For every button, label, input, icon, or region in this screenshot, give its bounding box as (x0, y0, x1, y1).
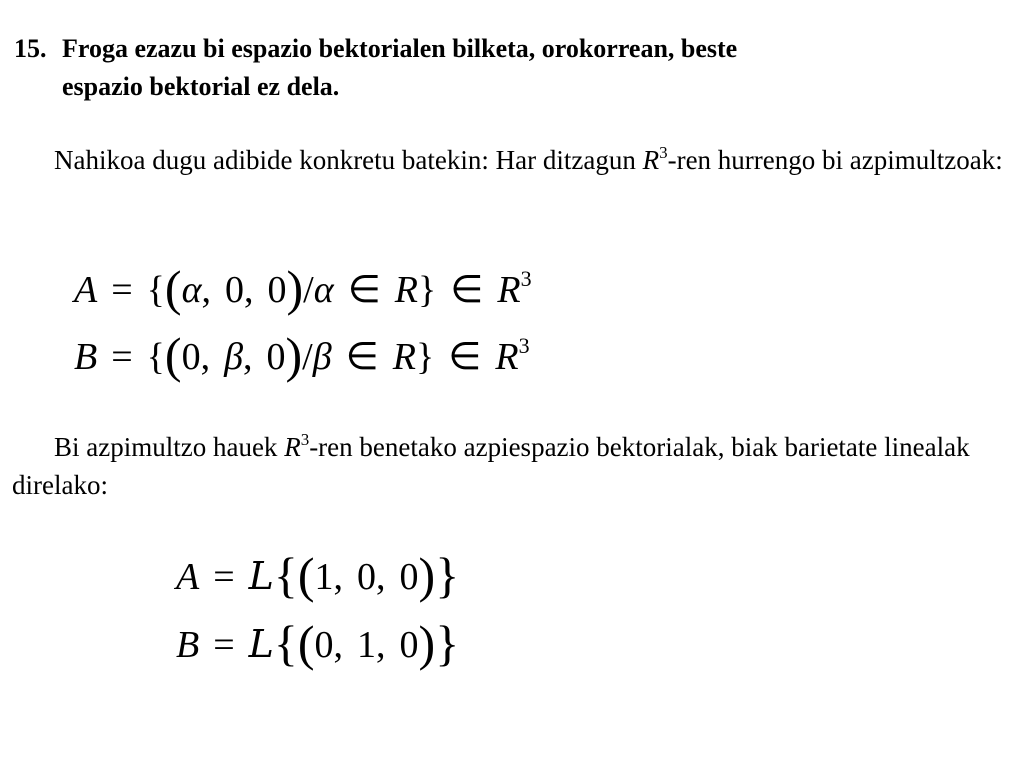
subspace-R-exponent: 3 (300, 430, 310, 449)
eq-close-delimiters: )} (418, 615, 460, 671)
eq-close-paren: ) (285, 327, 303, 383)
eq-close-brace: } (418, 269, 437, 311)
eq-component-2: 0 (357, 556, 377, 598)
eq-component-2: 0 (225, 269, 245, 311)
eq-space-exponent: 3 (518, 333, 530, 358)
eq-component-3: 0 (399, 624, 419, 666)
eq-comma-2: , (376, 624, 386, 666)
heading-line-1: Froga ezazu bi espazio bektorialen bilketa, orokorrean, beste (62, 34, 738, 63)
eq-variable: β (312, 336, 332, 378)
subspace-paragraph (12, 428, 1012, 504)
eq-close-brace: } (415, 336, 435, 378)
equation-B-span (176, 615, 460, 671)
eq-open-paren: ( (164, 327, 182, 383)
intro-paragraph (12, 141, 1012, 179)
eq-close-paren: ) (286, 260, 304, 316)
eq-space: R (497, 269, 521, 311)
eq-component-3: 0 (399, 556, 419, 598)
equation-B-definition (74, 327, 530, 383)
eq-equals: = (213, 556, 235, 598)
eq-lhs: A (176, 556, 200, 598)
eq-set: R (394, 269, 419, 311)
eq-element-of-1: ∈ (345, 336, 379, 378)
intro-R-exponent: 3 (659, 143, 668, 162)
eq-lhs: B (74, 336, 98, 378)
eq-element-of-2: ∈ (448, 336, 482, 378)
eq-comma-1: , (333, 624, 344, 666)
eq-comma-2: , (376, 556, 386, 598)
eq-open-delimiters: {( (273, 547, 315, 603)
intro-text-after: -ren hurrengo bi azpimultzoak: (667, 145, 1003, 175)
eq-slash: / (302, 336, 313, 378)
intro-text-before: Nahikoa dugu adibide konkretu batekin: Har ditzagun (54, 145, 643, 175)
eq-component-2: β (224, 336, 243, 378)
eq-open-paren: ( (164, 260, 182, 316)
eq-linear-span: L (248, 622, 274, 666)
eq-close-delimiters: )} (418, 547, 460, 603)
eq-comma-2: , (243, 336, 253, 378)
eq-comma-1: , (201, 269, 212, 311)
eq-lhs: A (74, 269, 98, 311)
exercise-heading (14, 30, 1004, 106)
eq-space: R (495, 336, 519, 378)
subspace-text-after: -ren benetako azpiespazio bektorialak, biak barietate linealak direlako: (12, 432, 970, 500)
eq-equals: = (111, 336, 133, 378)
eq-component-2: 1 (357, 624, 377, 666)
eq-open-brace: { (146, 336, 165, 378)
eq-component-3: 0 (266, 336, 286, 378)
eq-variable: α (313, 269, 334, 311)
eq-comma-1: , (333, 556, 344, 598)
equation-A-span (176, 547, 460, 603)
eq-equals: = (213, 624, 235, 666)
eq-open-delimiters: {( (273, 615, 315, 671)
eq-component-1: 0 (181, 336, 201, 378)
subspace-R: R (284, 432, 301, 462)
exercise-number: 15. (14, 34, 47, 63)
eq-lhs: B (176, 624, 200, 666)
eq-linear-span: L (248, 554, 274, 598)
eq-component-1: 0 (314, 624, 334, 666)
eq-open-brace: { (146, 269, 165, 311)
equation-A-definition (74, 260, 532, 316)
intro-R: R (642, 145, 660, 175)
eq-comma-2: , (244, 269, 254, 311)
eq-equals: = (111, 269, 133, 311)
eq-slash: / (303, 269, 314, 311)
eq-element-of-2: ∈ (450, 269, 484, 311)
eq-component-1: α (181, 269, 202, 311)
eq-component-3: 0 (267, 269, 287, 311)
eq-space-exponent: 3 (520, 266, 532, 291)
eq-element-of-1: ∈ (347, 269, 381, 311)
eq-set: R (392, 336, 416, 378)
subspace-text-before: Bi azpimultzo hauek (54, 432, 285, 462)
eq-comma-1: , (200, 336, 211, 378)
heading-line-2: espazio bektorial ez dela. (62, 72, 340, 101)
eq-component-1: 1 (314, 556, 334, 598)
